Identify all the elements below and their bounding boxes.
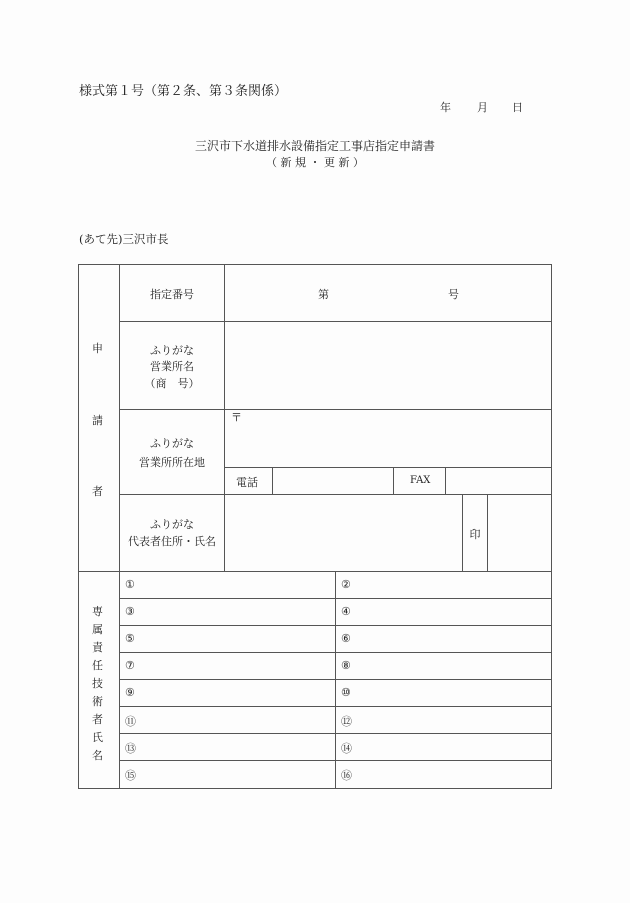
phone-label: 電話: [236, 476, 258, 489]
applicant-label-char: 申: [92, 342, 103, 355]
designation-number-field[interactable]: [225, 265, 550, 321]
fax-label: FAX: [410, 475, 431, 486]
technicians-label-char: 名: [92, 749, 103, 762]
designation-number-label: 指定番号: [150, 288, 194, 301]
technician-slot[interactable]: ⑬: [125, 742, 136, 755]
technician-slot[interactable]: ⑤: [125, 632, 135, 645]
technician-slot[interactable]: ④: [341, 605, 351, 618]
technician-slot[interactable]: ⑯: [341, 769, 352, 782]
technicians-label-char: 任: [92, 659, 103, 672]
document-title: 三沢市下水道排水設備指定工事店指定申請書: [194, 139, 435, 153]
technicians-label-char: 氏: [92, 731, 103, 744]
technicians-label-char: 者: [92, 713, 103, 726]
designation-number-suffix: 号: [448, 288, 459, 301]
business-name-field[interactable]: [225, 322, 550, 409]
technician-slot[interactable]: ①: [125, 578, 135, 591]
date-month-label: 月: [477, 101, 488, 114]
fax-field[interactable]: [446, 468, 550, 494]
business-name-furigana-label: ふりがな: [150, 344, 194, 357]
business-address-label: 営業所所在地: [139, 456, 205, 469]
technicians-label-char: 術: [92, 695, 103, 708]
technician-slot[interactable]: ②: [341, 578, 351, 591]
technicians-label-char: 属: [92, 623, 103, 636]
seal-area[interactable]: [488, 495, 550, 571]
technician-slot[interactable]: ⑦: [125, 659, 135, 672]
representative-furigana-label: ふりがな: [150, 518, 194, 531]
technician-slot[interactable]: ⑭: [341, 742, 352, 755]
technicians-label-char: 責: [92, 641, 103, 654]
postal-mark-icon: 〒: [231, 411, 242, 424]
technician-slot[interactable]: ⑧: [341, 659, 351, 672]
technician-slot[interactable]: ⑫: [341, 715, 352, 728]
form-number: 様式第１号（第２条、第３条関係）: [79, 84, 288, 99]
applicant-label-char: 者: [92, 485, 103, 498]
technician-slot[interactable]: ⑪: [125, 715, 136, 728]
technician-slot[interactable]: ⑥: [341, 632, 351, 645]
technician-slot[interactable]: ⑨: [125, 686, 135, 699]
seal-label: 印: [469, 528, 481, 541]
technician-slot[interactable]: ⑩: [341, 686, 351, 699]
business-address-field[interactable]: [225, 410, 550, 467]
document-subtitle: （ 新 規 ・ 更 新 ）: [266, 156, 364, 169]
trade-name-label: （商 号）: [144, 377, 200, 390]
business-name-label: 営業所名: [150, 360, 194, 373]
technician-slot[interactable]: ⑮: [125, 769, 136, 782]
representative-field[interactable]: [225, 495, 462, 571]
addressee: (あて先)三沢市長: [79, 232, 169, 246]
designation-number-prefix: 第: [318, 288, 329, 301]
date-year-label: 年: [440, 101, 451, 114]
technicians-label-char: 専: [92, 605, 103, 618]
technicians-label-char: 技: [92, 677, 103, 690]
date-day-label: 日: [512, 101, 523, 114]
technician-slot[interactable]: ③: [125, 605, 135, 618]
representative-label: 代表者住所・氏名: [128, 535, 216, 548]
business-address-furigana-label: ふりがな: [150, 437, 194, 450]
applicant-label-char: 請: [92, 414, 103, 427]
phone-field[interactable]: [273, 468, 393, 494]
